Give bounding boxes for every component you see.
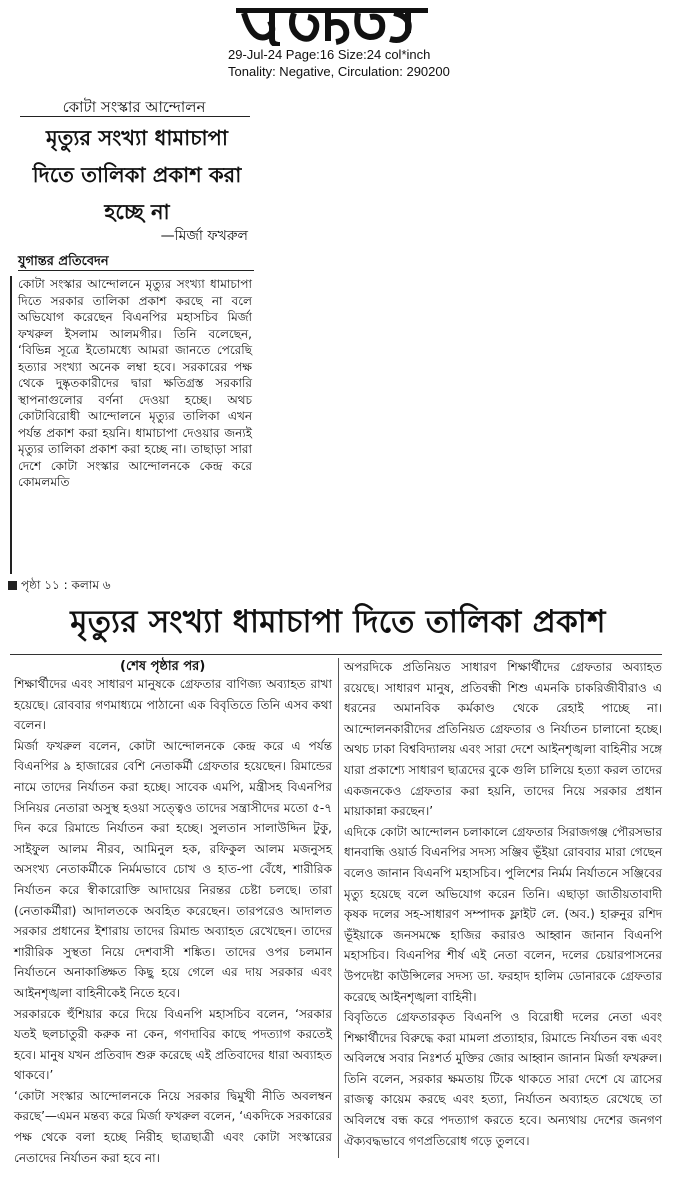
front-body: [18, 276, 252, 491]
clip-meta-date-page: 29-Jul-24 Page:16 Size:24 col*inch: [228, 47, 431, 62]
newspaper-logo: [232, 2, 432, 46]
paragraph: সরকারকে হুঁশিয়ার করে দিয়ে বিএনপি মহাসচিব বলেন, ‘সরকার যতই ছলচাতুরী করুক না কেন, গণদাবির কাছে পদত্যাগ করতেই হবে। মানুষ যখন প্রতিবাদ শুরু করেছে এই প্রতিবাদের ধারা অব্যাহত থাকবে।’: [14, 1006, 332, 1083]
headline-divider: [10, 654, 662, 655]
reporter-divider: [18, 270, 254, 271]
byline: —মির্জা ফখরুল: [160, 228, 248, 244]
clip-meta-tonality: Tonality: Negative, Circulation: 290200: [228, 64, 450, 79]
newspaper-logo-graphic: [232, 2, 432, 46]
kicker-divider: [20, 116, 250, 117]
front-headline: মৃত্যুর সংখ্যা ধামাচাপা দিতে তালিকা প্রকাশ করা হচ্ছে না: [32, 126, 242, 224]
paragraph: অপরদিকে প্রতিনিয়ত সাধারণ শিক্ষার্থীদের গ্রেফতার অব্যাহত রয়েছে। সাধারণ মানুষ, প্রতিবন্ধী শিশু এমনকি চাকরিজীবীরাও এ ধরনের অমানবিক কর্মকাণ্ড থেকে রেহাই পাচ্ছে না। আন্দোলনকারীদের প্রতিনিয়ত গ্রেফতার ও নির্যাতন চালানো হচ্ছে। অথচ ঢাকা বিশ্ববিদ্যালয় এবং সারা দেশে আইনশৃঙ্খলা বাহিনীর সঙ্গে যারা প্রকাশ্যে সাধারণ ছাত্রদের বুকে গুলি চালিয়ে হত্যা করল তাদের একজনকেও গ্রেফতার করা হয়নি, তাদের নিয়ে সরকার প্রধান মায়াকান্না করছেন।’: [344, 660, 662, 819]
continued-label: (শেষ পৃষ্ঠার পর): [120, 659, 206, 674]
front-body-text: কোটা সংস্কার আন্দোলনে মৃত্যুর সংখ্যা ধামাচাপা দিতে সরকার তালিকা প্রকাশ করছে না বলে অভিযোগ করেছেন বিএনপির মহাসচিব মির্জা ফখরুল ইসলাম আলমগীর। তিনি বলেছেন, ‘বিভিন্ন সূত্রে ইতোমধ্যে আমরা জানতে পেরেছি হত্যার সংখ্যা অনেক লম্বা হবে। সরকারের পক্ষ থেকে দুষ্কৃতকারীদের দ্বারা ক্ষতিগ্রস্ত সরকারি স্থাপনাগুলোর বর্ণনা দেওয়া হচ্ছে। অথচ কোটাবিরোধী আন্দোলনে মৃত্যুর তালিকা এখন পর্যন্ত প্রকাশ করা হয়নি। ধামাচাপা দেওয়ার জন্যই মৃত্যুর তালিকা প্রকাশ করা হচ্ছে না। তাছাড়া সারা দেশে কোটা সংস্কার আন্দোলনকে কেন্দ্র করে কোমলমতি: [18, 277, 252, 489]
kicker: কোটা সংস্কার আন্দোলন: [62, 98, 206, 116]
paragraph: বিবৃতিতে গ্রেফতারকৃত বিএনপি ও বিরোধী দলের নেতা এবং শিক্ষার্থীদের বিরুদ্ধে করা মামলা প্রত্যাহার, রিমান্ডে নির্যাতন বন্ধ এবং অবিলম্বে সবার নিঃশর্ত মুক্তির জোর আহ্বান জানান মির্জা ফখরুল। তিনি বলেন, সরকার ক্ষমতায় টিকে থাকতে সারা দেশে যে ত্রাসের রাজত্ব কায়েম করছে এবং হত্যা, নির্যাতন অব্যাহত রেখেছে তা অবিলম্বে বন্ধ করে পদত্যাগ করতে হবে। অন্যথায় দেশের জনগণ ঐক্যবদ্ধভাবে গণপ্রতিরোধ গড়ে তুলবে।: [344, 1010, 662, 1148]
square-bullet-icon: [8, 581, 17, 590]
paragraph: ‘কোটা সংস্কার আন্দোলনকে নিয়ে সরকার দ্বিমুখী নীতি অবলম্বন করছে’—এমন মন্তব্য করে মির্জা ফখরুল বলেন, ‘একদিকে সরকারের পক্ষ থেকে বলা হচ্ছে নিরীহ ছাত্রছাত্রী এবং কোটা সংস্কারের নেতাদের নির্যাতন করা হবে না।: [14, 1088, 332, 1165]
left-column: [14, 674, 332, 1168]
column-divider: [338, 658, 339, 1158]
right-column: [344, 657, 662, 1151]
continuation-headline: মৃত্যুর সংখ্যা ধামাচাপা দিতে তালিকা প্রকাশ: [70, 604, 606, 640]
paragraph: মির্জা ফখরুল বলেন, কোটা আন্দোলনকে কেন্দ্র করে এ পর্যন্ত বিএনপির ৯ হাজারের বেশি নেতাকর্মী গ্রেফতার হয়েছেন। রিমান্ডের নামে তাদের নির্যাতন করা হচ্ছে। সাবেক এমপি, মন্ত্রীসহ বিএনপির সিনিয়র নেতারা অসুস্থ হওয়া সত্ত্বেও তাদের সন্ত্রাসীদের মতো ৫-৭ দিন করে রিমান্ডে নির্যাতন করা হচ্ছে। সুলতান সালাউদ্দিন টুকু, সাইফুল আলম নীরব, আমিনুল হক, রফিকুল আলম মজনুসহ অসংখ্য নেতাকর্মীকে নির্মমভাবে চোখ ও হাত-পা বেঁধে, শারীরিক নির্যাতন করে স্বীকারোক্তি আদায়ের নিরন্তর চেষ্টা চলছে। তারা (নেতাকর্মীরা) আদালতকে অবহিত করেছেন। তারপরেও আদালত সরকার প্রধানের ইশারায় তাদের রিমান্ড অব্যাহত রেখেছেন। তাদের শারীরিক সুস্থতা নিয়ে দেশবাসী শঙ্কিত। তাদের ওপর চলমান নির্যাতনে অনাকাঙ্ক্ষিত কিছু হয়ে গেলে এর দায় সরকার এবং আইনশৃঙ্খলা বাহিনীকেই নিতে হবে।: [14, 738, 332, 1000]
reporter-credit: যুগান্তর প্রতিবেদন: [18, 254, 109, 269]
paragraph: এদিকে কোটা আন্দোলন চলাকালে গ্রেফতার সিরাজগঞ্জ পৌরসভার ধানবান্ধি ওয়ার্ড বিএনপির সদস্য সঞ্জিব ভূঁইয়া রোববার মারা গেছেন বলেও জানান বিএনপি মহাসচিব। পুলিশের নির্মম নির্যাতনে সঞ্জিবের মৃত্যু হয়েছে বলে অভিযোগ করেন তিনি। এছাড়া জাতীয়তাবাদী কৃষক দলের সহ-সাধারণ সম্পাদক ফ্লাইট লে. (অব.) হারুনুর রশিদ ভূঁইয়াকে জনসমক্ষে হাজির করারও আহ্বান জানান বিএনপি মহাসচিব। বিএনপির শীর্ষ এই নেতা বলেন, দলের চেয়ারপাসনের উপদেষ্টা কাউন্সিলের সদস্য ডা. ফরহাদ হালিম ডোনারকে গ্রেফতার করেছে আইনশৃঙ্খলা বাহিনী।: [344, 824, 662, 1004]
paragraph: শিক্ষার্থীদের এবং সাধারণ মানুষকে গ্রেফতার বাণিজ্য অব্যাহত রাখা হয়েছে। রোববার গণমাধ্যমে পাঠানো এক বিবৃতিতে তিনি এসব কথা বলেন।: [14, 677, 332, 733]
page-reference-text: পৃষ্ঠা ১১ : কলাম ৬: [21, 578, 111, 592]
